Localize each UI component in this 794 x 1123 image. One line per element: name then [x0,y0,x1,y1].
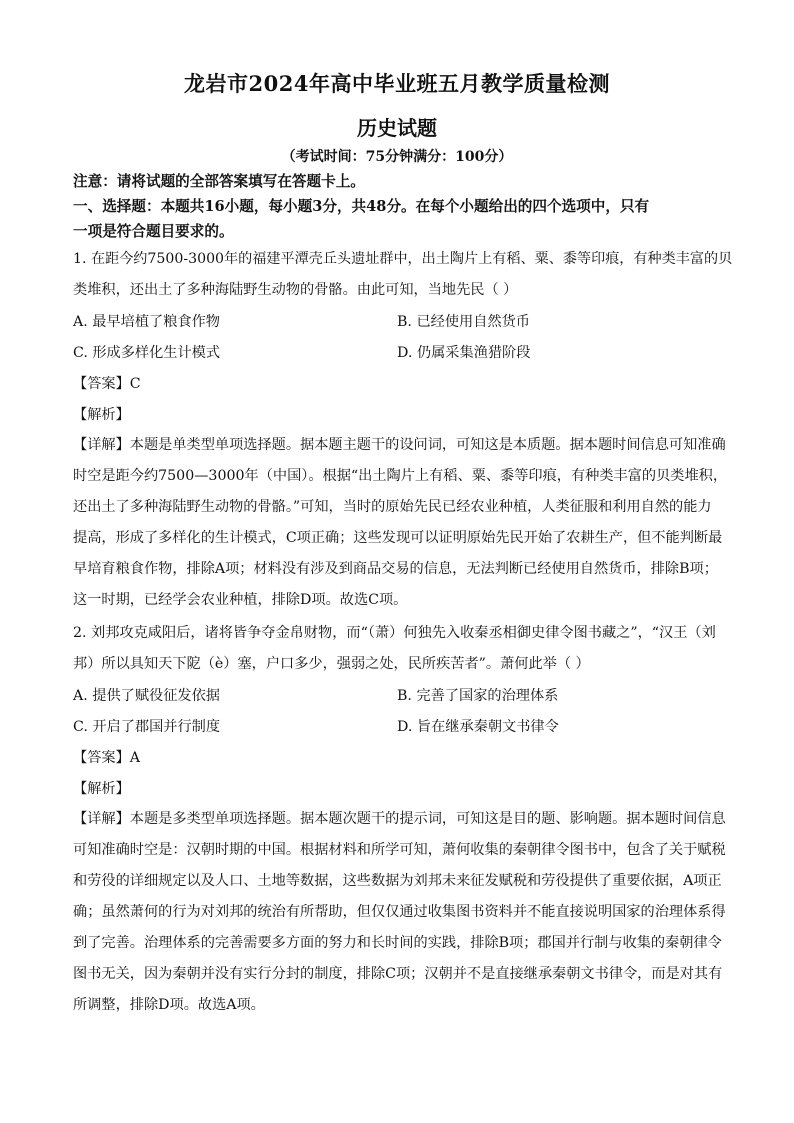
question-1-detail-line: 【详解】本题是单类型单项选择题。据本题主题干的设问词，可知这是本质题。据本题时间信息可知准确 [73,437,726,453]
question-2-detail-line: 图书无关，因为秦朝并没有实行分封的制度，排除C项；汉朝并不是直接继承秦朝文书律令，而是对其有 [73,966,723,982]
subject-title: 历史试题 [357,116,437,140]
notice: 注意：请将试题的全部答案填写在答题卡上。 [73,173,365,190]
question-2-answer: 【答案】A [73,750,140,766]
question-2-stem-line2: 邦）所以具知天下阸（è）塞，户口多少，强弱之处，民所疾苦者”。萧何此举（ ） [73,656,590,672]
question-2-detail-line: 可知准确时空是：汉朝时期的中国。根据材料和所学可知，萧何收集的秦朝律令图书中，包含了关于赋税 [73,842,726,858]
question-2-detail-line: 到了完善。治理体系的完善需要多方面的努力和长时间的实践，排除B项；郡国并行制与收集的秦朝律令 [73,935,722,951]
question-1-option-c: C. 形成多样化生计模式 [73,345,221,361]
question-2-detail-line: 确；虽然萧何的行为对刘邦的统治有所帮助，但仅仅通过收集图书资料并不能直接说明国家的治理体系得 [73,904,726,920]
section-instruction-line2: 一项是符合题目要求的。 [73,223,234,240]
section-instruction-line1: 一、选择题：本题共16小题，每小题3分，共48分。在每个小题给出的四个选项中，只有 [73,198,650,215]
question-1-option-d: D. 仍属采集渔猎阶段 [397,345,531,361]
question-1-detail-line: 早培育粮食作物，排除A项；材料没有涉及到商品交易的信息，无法判断已经使用自然货币，排除B项； [73,561,718,577]
question-1-stem-line2: 类堆积，还出土了多种海陆野生动物的骨骼。由此可知，当地先民（ ） [73,282,518,298]
question-2-option-a: A. 提供了赋役征发依据 [73,688,220,704]
question-1-answer: 【答案】C [73,376,141,392]
question-1-stem-line1: 1. 在距今约7500-3000年的福建平潭壳丘头遗址群中，出土陶片上有稻、粟、黍等印痕，有种类丰富的贝 [73,251,733,267]
question-2-option-c: C. 开启了郡国并行制度 [73,719,221,735]
question-1-detail-line: 还出土了多种海陆野生动物的骨骼。”可知，当时的原始先民已经农业种植，人类征服和利用自然的能力 [73,499,712,515]
question-1-analysis-label: 【解析】 [73,407,130,423]
question-1-detail-line: 时空是距今约7500—3000年（中国）。根据“出土陶片上有稻、粟、黍等印痕，有种类丰富的贝类堆积， [73,468,728,484]
question-1-option-a: A. 最早培植了粮食作物 [73,314,220,330]
exam-title: 龙岩市2024年高中毕业班五月教学质量检测 [184,71,610,96]
question-1-option-b: B. 已经使用自然货币 [397,314,530,330]
question-2-option-b: B. 完善了国家的治理体系 [397,688,559,704]
question-2-stem-line1: 2. 刘邦攻克咸阳后，诸将皆争夺金帛财物，而“（萧）何独先入收秦丞相御史律令图书藏之”，“汉王（刘 [73,625,716,641]
question-2-detail-line: 和劳役的详细规定以及人口、土地等数据，这些数据为刘邦未来征发赋税和劳役提供了重要依据，A项正 [73,873,722,889]
question-2-option-d: D. 旨在继承秦朝文书律令 [397,719,559,735]
question-1-detail-line: 提高，形成了多样化的生计模式，C项正确；这些发现可以证明原始先民开始了农耕生产，但不能判断最 [73,530,723,546]
question-2-detail-line: 所调整，排除D项。故选A项。 [73,997,265,1013]
question-1-detail-line: 这一时期，已经学会农业种植，排除D项。故选C项。 [73,592,408,608]
exam-info: （考试时间：75分钟满分：100分） [281,149,513,165]
question-2-analysis-label: 【解析】 [73,781,130,797]
question-2-detail-line: 【详解】本题是多类型单项选择题。据本题次题干的提示词，可知这是目的题、影响题。据本题时间信息 [73,811,726,827]
